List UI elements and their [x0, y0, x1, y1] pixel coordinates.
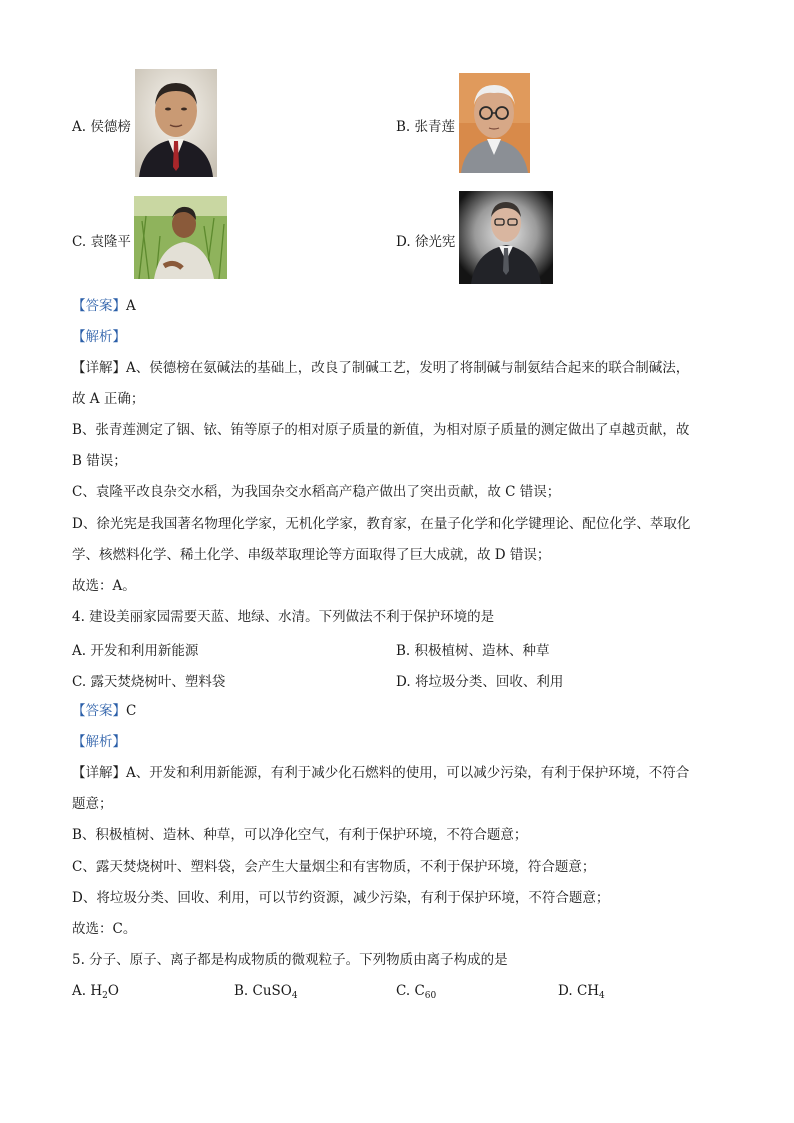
q3-detail-line-2: 故 A 正确；: [72, 391, 145, 407]
q3-option-c: [72, 230, 131, 250]
analysis-tag: 【解析】: [72, 329, 126, 345]
q3-detail-line-4: B 错误；: [72, 453, 127, 469]
q3-detail-line-8: 故选：A。: [72, 578, 136, 594]
option-letter: C.: [72, 234, 87, 250]
q3-detail-line-5: C、袁隆平改良杂交水稻，为我国杂交水稻高产稳产做出了突出贡献，故 C 错误；: [72, 484, 561, 500]
option-name: 徐光宪: [414, 234, 456, 250]
q5-option-d: D. $CH_4$: [558, 983, 605, 1001]
q4-detail-line-4: C、露天焚烧树叶、塑料袋，会产生大量烟尘和有害物质，不利于保护环境，符合题意；: [72, 859, 596, 875]
answer-tag: 【答案】: [72, 703, 126, 719]
q3-detail-line-1: 【详解】A、侯德榜在氨碱法的基础上，改良了制碱工艺，发明了将制碱与制氨结合起来的联合制碱法，: [72, 360, 690, 376]
q5-option-c: C. $C_{60}$: [396, 983, 437, 1001]
option-letter: A.: [72, 119, 87, 135]
q3-detail-line-7: 学、核燃料化学、稀土化学、串级萃取理论等方面取得了巨大成就，故 D 错误；: [72, 547, 551, 563]
portrait-hou-debang: [135, 69, 217, 177]
q3-detail-line-3: B、张青莲测定了铟、铱、铕等原子的相对原子质量的新值，为相对原子质量的测定做出了卓越贡献，故: [72, 422, 690, 438]
option-letter: D.: [396, 234, 411, 250]
q4-option-a: A. 开发和利用新能源: [72, 643, 199, 659]
option-name: 张青莲: [414, 119, 456, 135]
q5-option-a: A. $H_2O$: [72, 983, 119, 1001]
analysis-tag: 【解析】: [72, 734, 126, 750]
detail-tag: 【详解】: [72, 765, 126, 781]
q4-detail-line-1: 【详解】A、开发和利用新能源，有利于减少化石燃料的使用，可以减少污染，有利于保护环境，不符合: [72, 765, 690, 781]
answer-value: A: [126, 298, 136, 314]
q4-detail-line-5: D、将垃圾分类、回收、利用，可以节约资源，减少污染，有利于保护环境，不符合题意；: [72, 890, 610, 906]
option-name: 侯德榜: [90, 119, 131, 135]
q4-answer: [72, 701, 136, 721]
q5-option-b: B. CuSO$_4$: [234, 983, 298, 1001]
option-letter: B.: [396, 119, 411, 135]
answer-value: C: [126, 703, 137, 719]
q4-detail-line-6: 故选：C。: [72, 921, 137, 937]
q4-detail-line-3: B、积极植树、造林、种草，可以净化空气，有利于保护环境，不符合题意；: [72, 827, 528, 843]
option-name: 袁隆平: [90, 234, 131, 250]
q3-option-b: [396, 115, 455, 135]
q4-option-b: B. 积极植树、造林、种草: [396, 643, 550, 659]
q4-detail-line-2: 题意；: [72, 796, 113, 812]
q4-option-d: D. 将垃圾分类、回收、利用: [396, 674, 564, 690]
answer-tag: 【答案】: [72, 298, 126, 314]
q4-stem: 4. 建设美丽家园需要天蓝、地绿、水清。下列做法不利于保护环境的是: [72, 609, 495, 625]
q3-option-d: [396, 230, 455, 250]
portrait-xu-guangxian: [459, 191, 553, 284]
q3-option-a: [72, 115, 131, 135]
q4-option-c: C. 露天焚烧树叶、塑料袋: [72, 674, 226, 690]
q3-analysis: [72, 327, 126, 347]
q5-stem: 5. 分子、原子、离子都是构成物质的微观粒子。下列物质由离子构成的是: [72, 952, 508, 968]
portrait-zhang-qinglian: [459, 73, 530, 173]
detail-tag: 【详解】: [72, 360, 126, 376]
q3-detail-line-6: D、徐光宪是我国著名物理化学家，无机化学家，教育家，在量子化学和化学键理论、配位化学、萃取化: [72, 516, 691, 532]
portrait-yuan-longping: [134, 196, 227, 279]
q3-answer: [72, 296, 136, 316]
q4-analysis: [72, 732, 126, 752]
